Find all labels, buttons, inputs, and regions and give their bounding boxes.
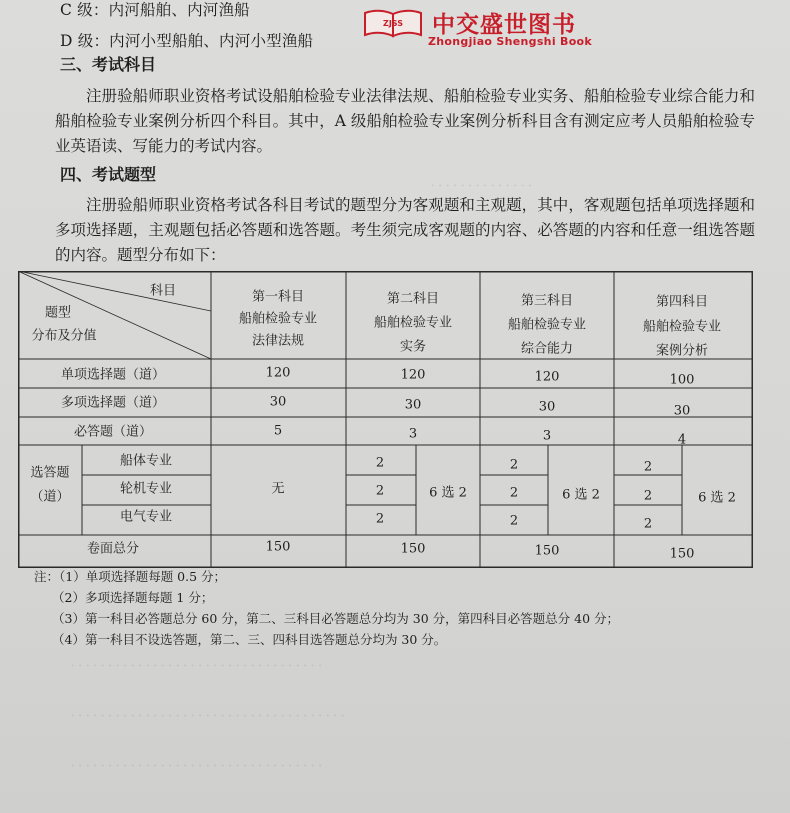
- required-subject-4: 4: [677, 432, 687, 448]
- section-paragraph-question-types: 注册验船师职业资格考试各科目考试的题型分为客观题和主观题，其中，客观题包括单项选择题和多项选择题，主观题包括必答题和选答题。考生须完成客观题的内容、必答题的内容和任意一组选答题的内容。题型分布如下：: [55, 196, 755, 264]
- subject-2-line2: 船舶检验专业: [373, 315, 453, 331]
- row-label-multiple-choice: 多项选择题（道）: [60, 395, 166, 411]
- row-label-total-score: 卷面总分: [86, 541, 140, 557]
- subject-4-line3: 案例分析: [655, 343, 709, 359]
- total-subject-2: 150: [400, 541, 426, 557]
- total-subject-1: 150: [265, 539, 291, 555]
- publisher-logo: [362, 6, 602, 50]
- elective-subject-3-choose: 6 选 2: [562, 487, 600, 503]
- specialty-engine: 轮机专业: [119, 481, 173, 497]
- elective-label-line2: （道）: [30, 489, 70, 505]
- elective-subject-3-hull: 2: [509, 457, 519, 473]
- multiple-choice-subject-2: 30: [404, 397, 422, 413]
- subject-2-line1: 第二科目: [386, 291, 440, 307]
- subject-3-line3: 综合能力: [520, 341, 574, 357]
- elective-subject-4-engine: 2: [643, 488, 653, 504]
- section-paragraph-subjects: 注册验船师职业资格考试设船舶检验专业法律法规、船舶检验专业实务、船舶检验专业综合能力和船舶检验专业案例分析四个科目。其中，A 级船舶检验专业案例分析科目含有测定应考人员船舶检验专业英语读、写能力的考试内容。: [55, 87, 755, 155]
- subject-1-line1: 第一科目: [251, 289, 305, 305]
- subject-3-line1: 第三科目: [520, 293, 574, 309]
- multiple-choice-subject-3: 30: [538, 399, 556, 415]
- multiple-choice-subject-1: 30: [269, 394, 287, 410]
- note-1: 注：（1）单项选择题每题 0.5 分；: [34, 569, 227, 584]
- row-label-required: 必答题（道）: [73, 424, 153, 440]
- show-through-text: ．．．．．．．．．．．．．．．．．．．．．．．．．．．．．．．．．．．．．: [60, 702, 346, 720]
- show-through-text: ．．．．．．．．．．．．．．．．．．．．．．．．．．．．．．．．．．: [60, 752, 323, 770]
- corner-label-subject: 科目: [149, 283, 177, 299]
- elective-subject-2-choose: 6 选 2: [429, 485, 467, 501]
- elective-subject-2-hull: 2: [375, 455, 385, 471]
- required-subject-2: 3: [408, 426, 418, 442]
- show-through-text: ．．．．．．．．．．．．．．: [420, 172, 533, 190]
- section-heading-question-types: 四、考试题型: [60, 165, 157, 184]
- subject-2-line3: 实务: [399, 339, 427, 355]
- c-level-line: C 级：内河船舶、内河渔船: [60, 1, 250, 19]
- single-choice-subject-1: 120: [265, 365, 291, 381]
- required-subject-1: 5: [273, 423, 283, 439]
- total-subject-4: 150: [669, 546, 695, 562]
- section-heading-subjects: 三、考试科目: [60, 55, 157, 74]
- single-choice-subject-2: 120: [400, 367, 426, 383]
- subject-4-line1: 第四科目: [655, 294, 709, 310]
- required-subject-3: 3: [542, 428, 552, 444]
- multiple-choice-subject-4: 30: [673, 403, 691, 419]
- note-4: （4）第一科目不设选答题，第二、三、四科目选答题总分均为 30 分。: [52, 632, 447, 647]
- elective-subject-4-hull: 2: [643, 459, 653, 475]
- d-level-line: D 级：内河小型船舶、内河小型渔船: [60, 32, 314, 50]
- logo-subtitle: Zhongjiao Shengshi Book: [428, 35, 593, 48]
- elective-subject-4-choose: 6 选 2: [698, 490, 736, 506]
- single-choice-subject-4: 100: [669, 372, 695, 388]
- show-through-text: ．．．．．．．．．．．．．．．．．．．．．．．．．．．．．．．．．．: [60, 652, 323, 670]
- question-type-table: [18, 271, 753, 568]
- elective-subject-2-electrical: 2: [375, 511, 385, 527]
- svg-text:ZJSS: ZJSS: [383, 19, 403, 28]
- subject-1-line3: 法律法规: [251, 333, 305, 349]
- elective-label-line1: 选答题: [30, 465, 70, 481]
- subject-3-line2: 船舶检验专业: [507, 317, 587, 333]
- table-notes: [34, 566, 619, 650]
- elective-subject-3-engine: 2: [509, 485, 519, 501]
- book-icon: [362, 8, 424, 38]
- elective-subject-4-electrical: 2: [643, 516, 653, 532]
- corner-label-type: 题型: [44, 305, 72, 321]
- single-choice-subject-3: 120: [534, 369, 560, 385]
- specialty-electrical: 电气专业: [119, 509, 173, 525]
- elective-subject-1-none: 无: [271, 481, 285, 497]
- subject-4-line2: 船舶检验专业: [642, 319, 722, 335]
- note-3: （3）第一科目必答题总分 60 分，第二、三科目必答题总分均为 30 分，第四科目必答题总分 40 分；: [52, 611, 620, 626]
- subject-1-line2: 船舶检验专业: [238, 311, 318, 327]
- logo-title: 中交盛世图书: [432, 12, 576, 38]
- elective-subject-2-engine: 2: [375, 483, 385, 499]
- total-subject-3: 150: [534, 543, 560, 559]
- specialty-hull: 船体专业: [119, 453, 173, 469]
- note-2: （2）多项选择题每题 1 分；: [52, 590, 214, 605]
- elective-subject-3-electrical: 2: [509, 513, 519, 529]
- corner-label-distribution: 分布及分值: [31, 328, 97, 344]
- row-label-single-choice: 单项选择题（道）: [60, 367, 166, 383]
